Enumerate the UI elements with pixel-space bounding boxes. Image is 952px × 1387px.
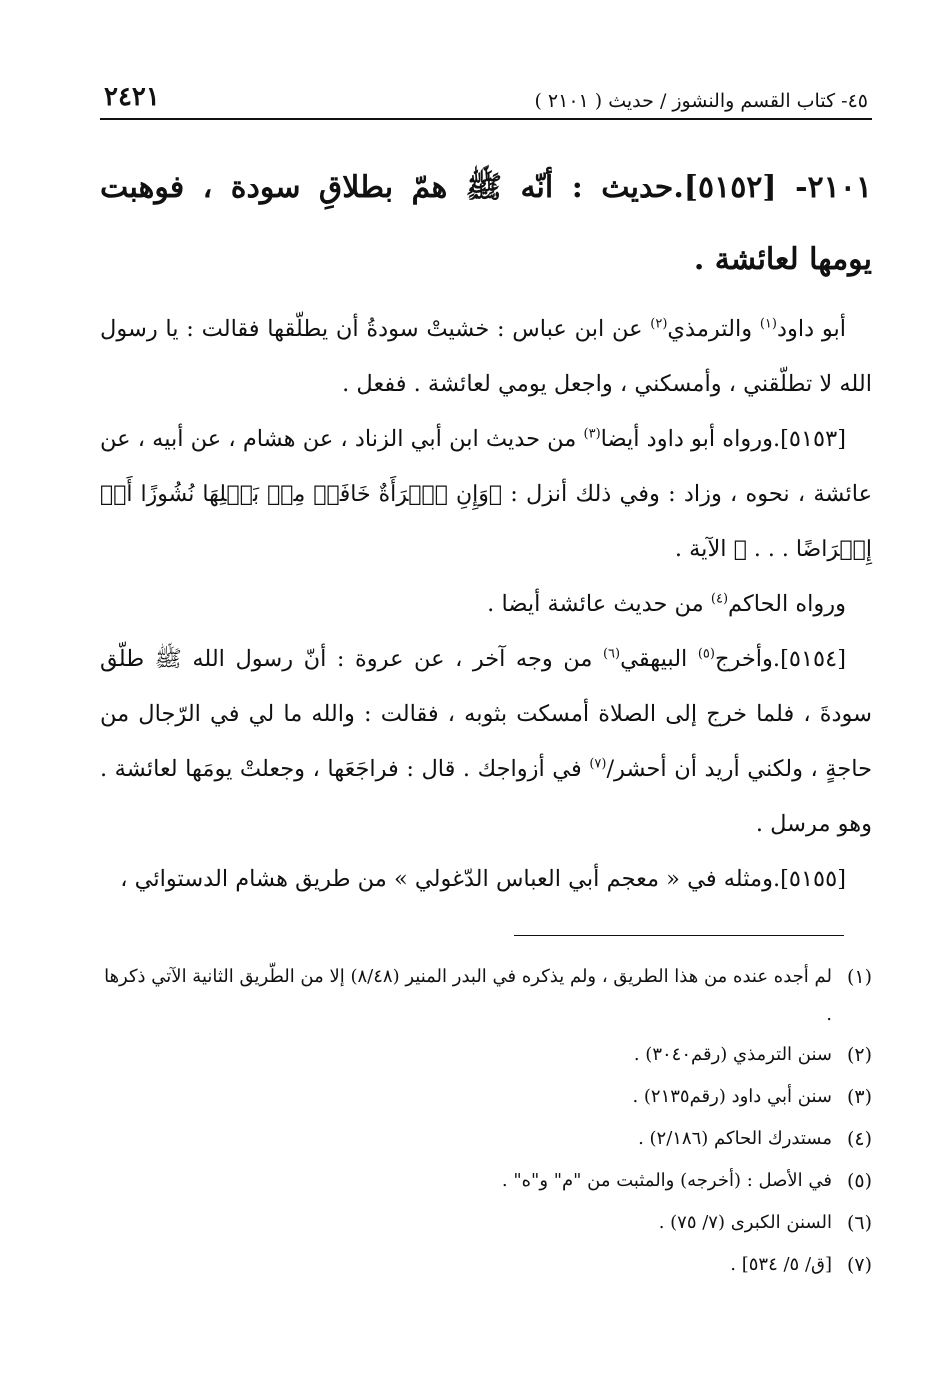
footnote-text: في الأصل : (أخرجه) والمثبت من "م" و"ه" .: [501, 1170, 832, 1191]
hadith-heading: [100, 152, 872, 296]
hadith-text: .حديث : أنّه ﷺ همّ بطلاقِ سودة ، فوهبت يومها لعائشة .: [100, 170, 872, 277]
paragraph-abu-dawud: [100, 302, 872, 412]
footnote-separator: [514, 935, 844, 936]
text-run: والترمذي: [667, 316, 760, 342]
footnote-ref: (٣): [583, 426, 601, 442]
text-run: أبو داود: [776, 316, 846, 342]
text-run: [٥١٥٥].ومثله في « معجم أبي العباس الدّغولي » من طريق هشام الدستوائي ،: [120, 866, 846, 892]
paragraph-5154: [100, 632, 872, 852]
footnote: [100, 1160, 872, 1202]
footnote-mark: (٢): [846, 1044, 872, 1066]
footnote-text: مستدرك الحاكم (٢/١٨٦) .: [638, 1128, 832, 1149]
footnote-ref: (٥): [697, 646, 715, 662]
paragraph-hakim: [100, 577, 872, 632]
footnote: [100, 956, 872, 1034]
footnote: [100, 1244, 872, 1286]
text-run: من حديث عائشة أيضا .: [487, 591, 711, 617]
footnote-mark: (٤): [846, 1128, 872, 1150]
text-run: [٥١٥٣].ورواه أبو داود أيضا: [600, 426, 846, 452]
footnote-mark: (٣): [846, 1086, 872, 1108]
text-run: الآية .: [674, 536, 734, 562]
footnote-mark: (٥): [846, 1170, 872, 1192]
footnote-mark: (١): [846, 966, 872, 988]
running-title: ٤٥- كتاب القسم والنشوز / حديث ( ٢١٠١ ): [534, 90, 868, 112]
text-run: [٥١٥٤].وأخرج: [714, 646, 846, 672]
text-run: من حديث ابن أبي الزناد ، عن هشام ، عن أبيه ، عن عائشة ، نحوه ، وزاد : وفي ذلك أنزل :: [100, 426, 872, 507]
quran-verse: ﴿وَإِنِ ٱمۡرَأَةٌ خَافَتۡ مِنۢ بَعۡلِهَا نُشُوزًا أَوۡ إِعۡرَاضًا . . . ﴾: [100, 482, 872, 562]
footnote-ref: (١): [759, 316, 777, 332]
footnote: [100, 1202, 872, 1244]
text-run: ورواه الحاكم: [728, 591, 846, 617]
text-run: في أزواجك . قال : فراجَعَها ، وجعلتْ يومَها لعائشة . وهو مرسل .: [100, 756, 872, 837]
paragraph-5153: [100, 412, 872, 577]
hadith-number: ٢١٠١-: [795, 170, 872, 205]
footnote-text: لم أجده عنده من هذا الطريق ، ولم يذكره في البدر المنير (٨/٤٨) إلا من الطّريق الثانية الآتي ذكرها .: [104, 966, 832, 1025]
running-header: [100, 74, 872, 120]
footnote-text: سنن الترمذي (رقم٣٠٤٠) .: [633, 1044, 832, 1065]
footnotes: [100, 956, 872, 1286]
paragraph-5155: [100, 852, 872, 907]
footnote-ref: (٤): [710, 591, 729, 607]
footnote-text: سنن أبي داود (رقم٢١٣٥) .: [632, 1086, 832, 1107]
page-number: ٢٤٢١: [104, 82, 160, 112]
footnote: [100, 1118, 872, 1160]
footnote-text: السنن الكبرى (٧/ ٧٥) .: [658, 1212, 832, 1233]
footnote: [100, 1076, 872, 1118]
footnote-ref: (٧): [589, 756, 607, 772]
footnote-mark: (٧): [846, 1254, 872, 1276]
text-run: عن ابن عباس : خشيتْ سودةُ أن يطلّقها فقالت : يا رسول الله لا تطلّقني ، وأمسكني ، واجعل يومي لعائشة . ففعل .: [100, 316, 872, 397]
footnote: [100, 1034, 872, 1076]
footnote-mark: (٦): [846, 1212, 872, 1234]
footnote-ref: (٦): [602, 646, 621, 662]
text-run: البيهقي: [620, 646, 698, 672]
footnote-text: [ق/ ٥/ ٥٣٤] .: [730, 1254, 832, 1275]
text-run: من وجه آخر ، عن عروة : أنّ رسول الله ﷺ طلّق سودةَ ، فلما خرج إلى الصلاة أمسكت بثوبه ، فقالت : والله ما لي في الرّجال من حاجةٍ ، ولكني أريد أن أحشر/: [100, 646, 873, 782]
hadith-reference: [٥١٥٢]: [683, 170, 777, 205]
footnote-ref: (٢): [650, 316, 668, 332]
